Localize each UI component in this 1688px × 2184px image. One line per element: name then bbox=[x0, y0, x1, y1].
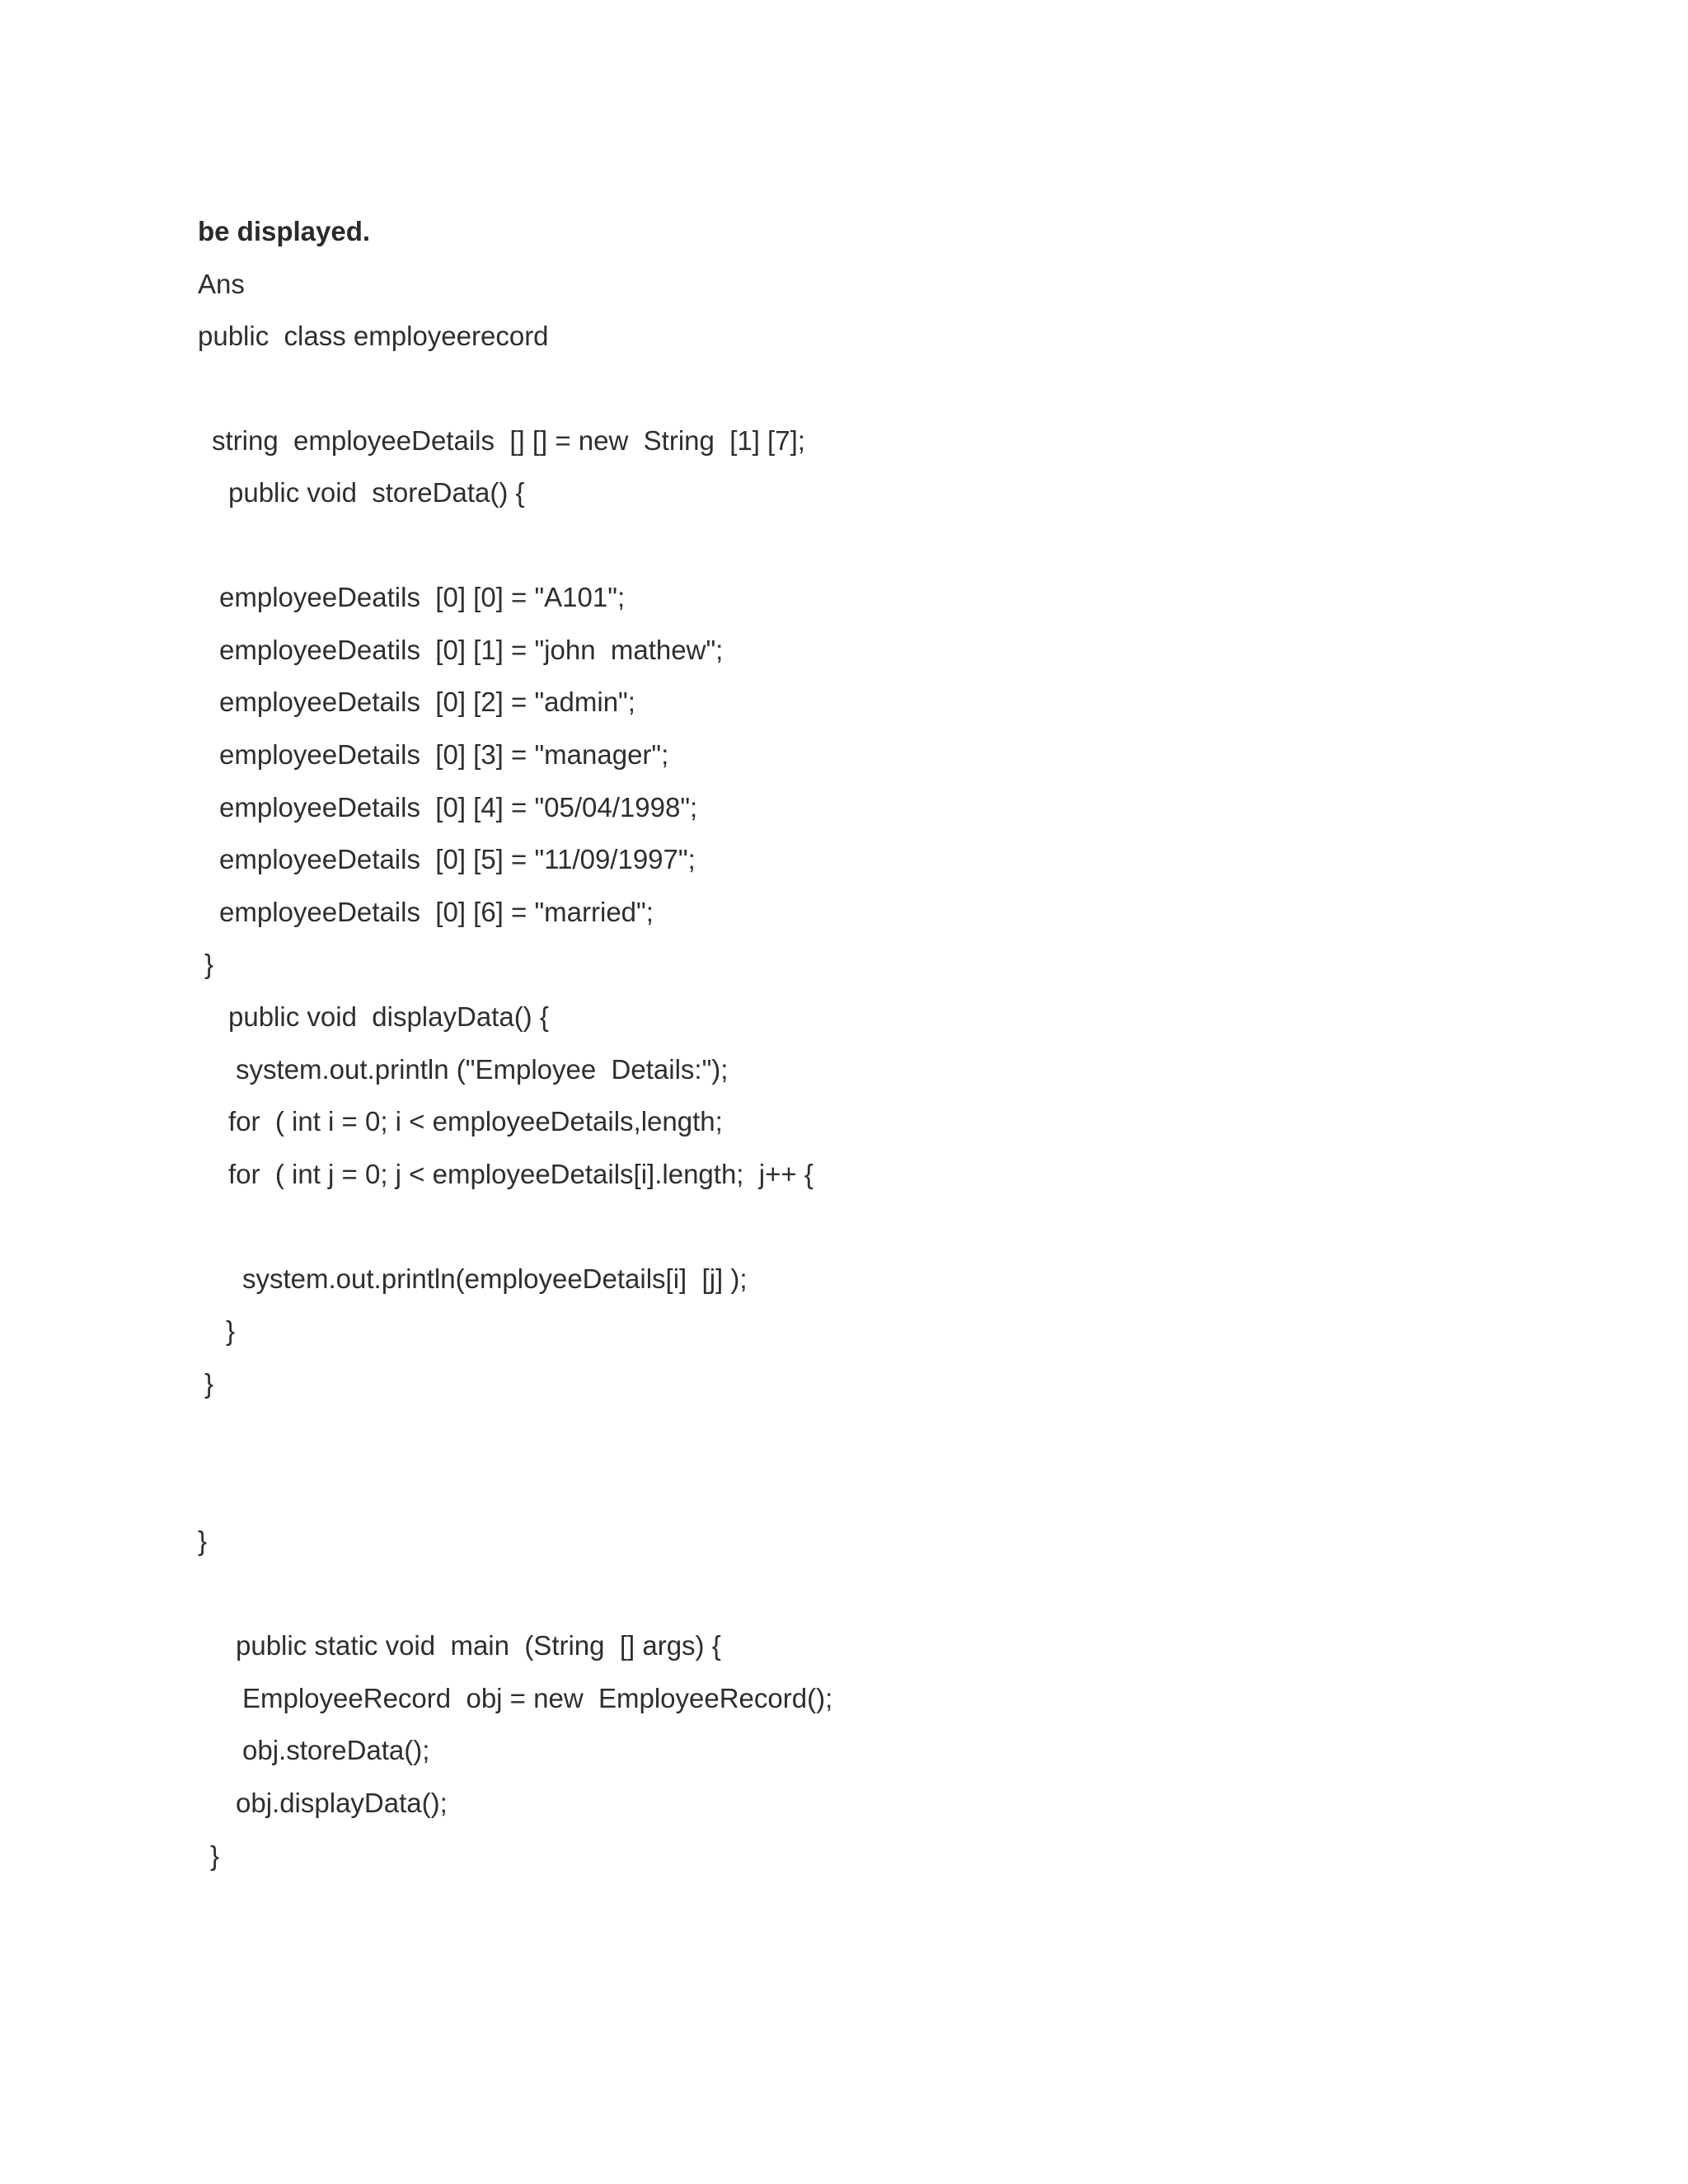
code-line: system.out.println ("Employee Details:"); bbox=[236, 1054, 729, 1085]
code-line: employeeDeatils [0] [0] = "A101"; bbox=[219, 582, 626, 612]
code-line: string employeeDetails [] [] = new String [1] [7]; bbox=[212, 425, 805, 456]
code-line: } bbox=[226, 1315, 236, 1346]
code-line: obj.storeData(); bbox=[242, 1735, 430, 1765]
code-line: } bbox=[204, 1368, 214, 1399]
code-line: for ( int j = 0; j < employeeDetails[i].length; j++ { bbox=[228, 1159, 814, 1189]
code-line: employeeDeatils [0] [1] = "john mathew"; bbox=[219, 635, 724, 665]
heading-text: be displayed. bbox=[198, 216, 371, 246]
answer-label: Ans bbox=[198, 269, 245, 299]
code-line: obj.displayData(); bbox=[236, 1788, 448, 1818]
code-line: employeeDetails [0] [5] = "11/09/1997"; bbox=[219, 844, 696, 874]
code-line: system.out.println(employeeDetails[i] [j] ); bbox=[242, 1263, 748, 1294]
code-line: public class employeerecord bbox=[198, 321, 549, 351]
code-line: employeeDetails [0] [2] = "admin"; bbox=[219, 687, 635, 717]
code-line: public void storeData() { bbox=[228, 477, 525, 508]
code-line: employeeDetails [0] [6] = "married"; bbox=[219, 897, 654, 927]
code-line: public static void main (String [] args) { bbox=[236, 1630, 721, 1661]
code-line: public void displayData() { bbox=[228, 1001, 549, 1032]
code-line: for ( int i = 0; i < employeeDetails,length; bbox=[228, 1106, 723, 1137]
code-line: } bbox=[204, 949, 214, 979]
code-line: employeeDetails [0] [3] = "manager"; bbox=[219, 739, 669, 770]
code-line: employeeDetails [0] [4] = "05/04/1998"; bbox=[219, 792, 698, 823]
code-line: } bbox=[198, 1526, 208, 1556]
code-line: EmployeeRecord obj = new EmployeeRecord(); bbox=[242, 1683, 833, 1713]
code-line: } bbox=[210, 1840, 220, 1871]
